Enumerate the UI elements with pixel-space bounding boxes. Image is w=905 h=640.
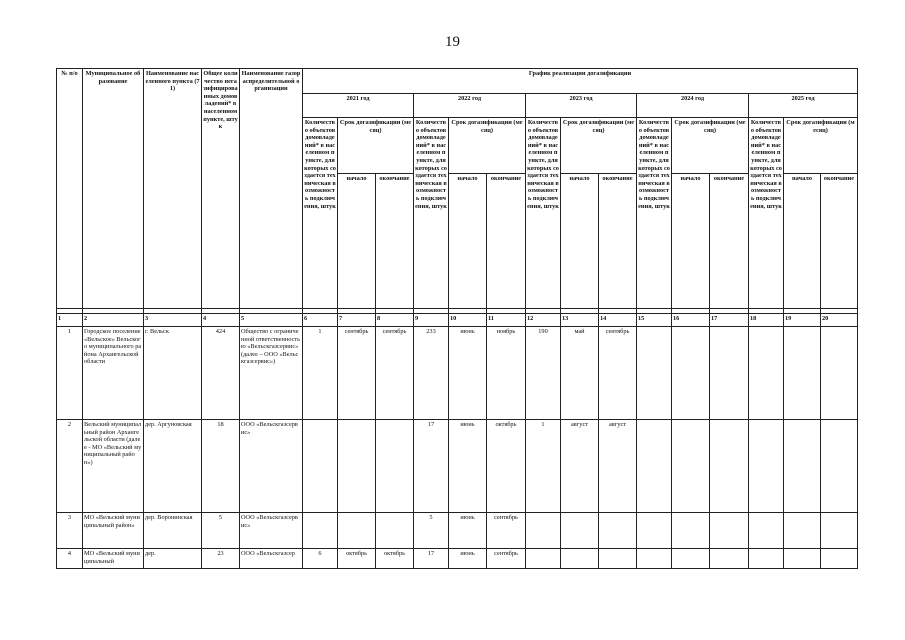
header-year-5: 2025 год [749,94,858,118]
count-cell [749,549,784,569]
table-row [57,513,858,549]
start-month-cell: июнь [449,420,487,513]
start-month-cell [784,549,821,569]
table-body [57,309,858,569]
start-month-cell [338,420,376,513]
count-cell: 17 [414,549,449,569]
header-end-3: окончание [599,174,637,309]
municipality-cell: Городское поселение «Вельское» Вельского муниципального района Архангельской области [83,327,144,420]
start-month-cell: июнь [449,513,487,549]
total-cell: 18 [202,420,240,513]
header-count-3: Количество объектов домовладений* в населенном пункте, для которых создается техническая возможность подключения, штук [526,118,561,309]
start-month-cell: октябрь [338,549,376,569]
total-cell: 424 [202,327,240,420]
column-number: 15 [637,314,672,327]
gdo-cell: ООО «Вельскгазсер [240,549,303,569]
start-month-cell [672,513,710,549]
table-row [57,420,858,513]
municipality-cell: МО «Вельский муниципальный [83,549,144,569]
end-month-cell [821,327,858,420]
count-cell: 6 [303,549,338,569]
header-term-2: Срок догазификации (месяц) [449,118,526,174]
gdo-cell: ООО «Вельскгазсервис» [240,420,303,513]
count-cell: 1 [526,420,561,513]
end-month-cell [376,420,414,513]
start-month-cell [672,327,710,420]
header-term-5: Срок догазификации (месяц) [784,118,858,174]
end-month-cell: ноябрь [487,327,526,420]
end-month-cell: октябрь [376,549,414,569]
row-number: 4 [57,549,83,569]
table-row [57,549,858,569]
page-number: 19 [445,34,460,50]
table-header [57,69,858,309]
count-cell [637,513,672,549]
count-cell [303,420,338,513]
column-number: 11 [487,314,526,327]
end-month-cell: октябрь [487,420,526,513]
column-number: 9 [414,314,449,327]
column-number: 14 [599,314,637,327]
header-start-1: начало [338,174,376,309]
count-cell: 5 [414,513,449,549]
header-end-2: окончание [487,174,526,309]
header-total: Общее количество негазифицированных домовладений* в населенном пункте, штук [202,69,240,309]
start-month-cell [672,420,710,513]
header-start-3: начало [561,174,599,309]
start-month-cell [561,513,599,549]
count-cell: 233 [414,327,449,420]
header-term-1: Срок догазификации (месяц) [338,118,414,174]
start-month-cell [338,513,376,549]
end-month-cell: сентябрь [376,327,414,420]
gdo-cell: ООО «Вельскгазсервис» [240,513,303,549]
start-month-cell [784,420,821,513]
column-number: 16 [672,314,710,327]
count-cell [526,549,561,569]
end-month-cell: сентябрь [487,513,526,549]
start-month-cell: сентябрь [338,327,376,420]
column-number: 10 [449,314,487,327]
municipality-cell: Вельский муниципальный район Архангельской области (далее - МО «Вельский муниципальный район») [83,420,144,513]
count-cell [637,549,672,569]
count-cell [637,327,672,420]
end-month-cell [710,327,749,420]
column-number: 5 [240,314,303,327]
start-month-cell [784,327,821,420]
start-month-cell: май [561,327,599,420]
start-month-cell [784,513,821,549]
column-number: 13 [561,314,599,327]
header-start-4: начало [672,174,710,309]
header-count-2: Количество объектов домовладений* в населенном пункте, для которых создается техническая возможность подключения, штук [414,118,449,309]
header-number: № п/о [57,69,83,309]
start-month-cell: июнь [449,549,487,569]
count-cell [303,513,338,549]
column-number: 3 [144,314,202,327]
end-month-cell: август [599,420,637,513]
gdo-cell: Общество с ограниченной ответственностью «Вельскгазсервис» (далее – ООО «Вельскгазсервис») [240,327,303,420]
column-number: 20 [821,314,858,327]
settlement-cell: дер. [144,549,202,569]
row-number: 2 [57,420,83,513]
end-month-cell [599,513,637,549]
start-month-cell [561,549,599,569]
settlement-cell: дер. Воронинская [144,513,202,549]
header-year-3: 2023 год [526,94,637,118]
end-month-cell: сентябрь [487,549,526,569]
header-year-1: 2021 год [303,94,414,118]
start-month-cell [672,549,710,569]
column-number-row [57,314,858,327]
count-cell: 190 [526,327,561,420]
end-month-cell [710,549,749,569]
row-number: 1 [57,327,83,420]
column-number: 19 [784,314,821,327]
header-schedule-title: График реализации догазификации [303,69,858,94]
header-count-5: Количество объектов домовладений* в населенном пункте, для которых создается техническая возможность подключения, штук [749,118,784,309]
header-term-3: Срок догазификации (месяц) [561,118,637,174]
column-number: 8 [376,314,414,327]
header-year-4: 2024 год [637,94,749,118]
total-cell: 23 [202,549,240,569]
count-cell [749,513,784,549]
count-cell: 17 [414,420,449,513]
settlement-cell: г. Вельск [144,327,202,420]
end-month-cell [821,549,858,569]
start-month-cell: июнь [449,327,487,420]
start-month-cell: август [561,420,599,513]
header-start-5: начало [784,174,821,309]
count-cell [637,420,672,513]
end-month-cell [710,513,749,549]
header-start-2: начало [449,174,487,309]
column-number: 4 [202,314,240,327]
header-gdo: Наименование газораспределительной организации [240,69,303,309]
municipality-cell: МО «Вельский муниципальный район» [83,513,144,549]
column-number: 2 [83,314,144,327]
column-number: 7 [338,314,376,327]
end-month-cell [821,420,858,513]
column-number: 18 [749,314,784,327]
row-number: 3 [57,513,83,549]
end-month-cell [710,420,749,513]
column-number: 1 [57,314,83,327]
column-number: 17 [710,314,749,327]
header-count-1: Количество объектов домовладений* в населенном пункте, для которых создается техническая возможность подключения, штук [303,118,338,309]
count-cell: 1 [303,327,338,420]
count-cell [526,513,561,549]
header-end-1: окончание [376,174,414,309]
header-end-4: окончание [710,174,749,309]
end-month-cell [599,549,637,569]
column-number: 12 [526,314,561,327]
header-count-4: Количество объектов домовладений* в населенном пункте, для которых создается техническая возможность подключения, штук [637,118,672,309]
count-cell [749,327,784,420]
settlement-cell: дер. Аргуновская [144,420,202,513]
column-number: 6 [303,314,338,327]
end-month-cell: сентябрь [599,327,637,420]
end-month-cell [376,513,414,549]
header-municipality: Муниципальное образование [83,69,144,309]
end-month-cell [821,513,858,549]
table-row [57,327,858,420]
header-settlement: Наименование населенного пункта (71) [144,69,202,309]
header-term-4: Срок догазификации (месяц) [672,118,749,174]
count-cell [749,420,784,513]
total-cell: 5 [202,513,240,549]
header-year-2: 2022 год [414,94,526,118]
header-end-5: окончание [821,174,858,309]
gasification-schedule-table [56,68,858,569]
